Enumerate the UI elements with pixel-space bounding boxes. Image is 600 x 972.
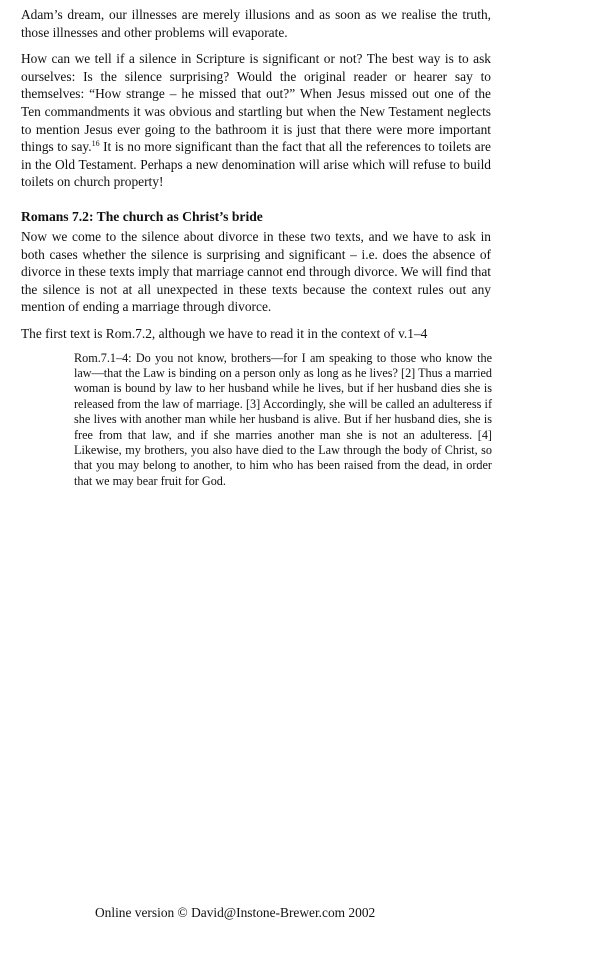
footnote-marker[interactable]: 16 <box>91 139 100 149</box>
section-heading: Romans 7.2: The church as Christ’s bride <box>21 208 263 224</box>
page-footer: Online version © David@Instone-Brewer.com 2002 <box>95 905 376 920</box>
paragraph-intro: Now we come to the silence about divorce in these two texts, and we have to ask in both cases whether the silence is surprising and significant – i.e. does the absence of divorce in these texts imply that marriage cannot end through divorce. We will find that the silence is not at all unexpected in these texts because the context rules out any mention of ending a marriage through divorce. <box>21 228 491 315</box>
scripture-quote: Rom.7.1–4: Do you not know, brothers—for I am speaking to those who know the law—that the Law is binding on a person only as long as he lives? [2] Thus a married woman is bound by law to her husband while he lives, but if her husband dies she is released from the law of marriage. [3] Accordingly, she will be called an adulteress if she lives with another man while her husband is alive. But if her husband dies, she is free from that law, and if she marries another man she is not an adulteress. [4] Likewise, my brothers, you also have died to the Law through the body of Christ, so that you may belong to another, to him who has been raised from the dead, in order that we may bear fruit for God. <box>74 350 492 488</box>
paragraph-continuation: Adam’s dream, our illnesses are merely illusions and as soon as we realise the truth, those illnesses and other problems will evaporate. <box>21 7 491 40</box>
paragraph-silence-in-scripture <box>21 50 491 191</box>
paragraph-text: How can we tell if a silence in Scripture is significant or not? The best way is to ask ourselves: Is the silence surprising? Would the original reader or hearer say to themselves: “How strange – he missed that out?” When Jesus missed out one of the Ten commandments it was obvious and startling but when the New Testament neglects to mention Jesus ever going to the bathroom it is just that there were more important things to say. <box>21 51 491 155</box>
document-page <box>21 6 491 489</box>
paragraph-text: It is no more significant than the fact that all the references to toilets are in the Old Testament. Perhaps a new denomination will arise which will refuse to build toilets on church property! <box>21 139 491 190</box>
paragraph-first-text: The first text is Rom.7.2, although we have to read it in the context of v.1–4 <box>21 325 428 341</box>
